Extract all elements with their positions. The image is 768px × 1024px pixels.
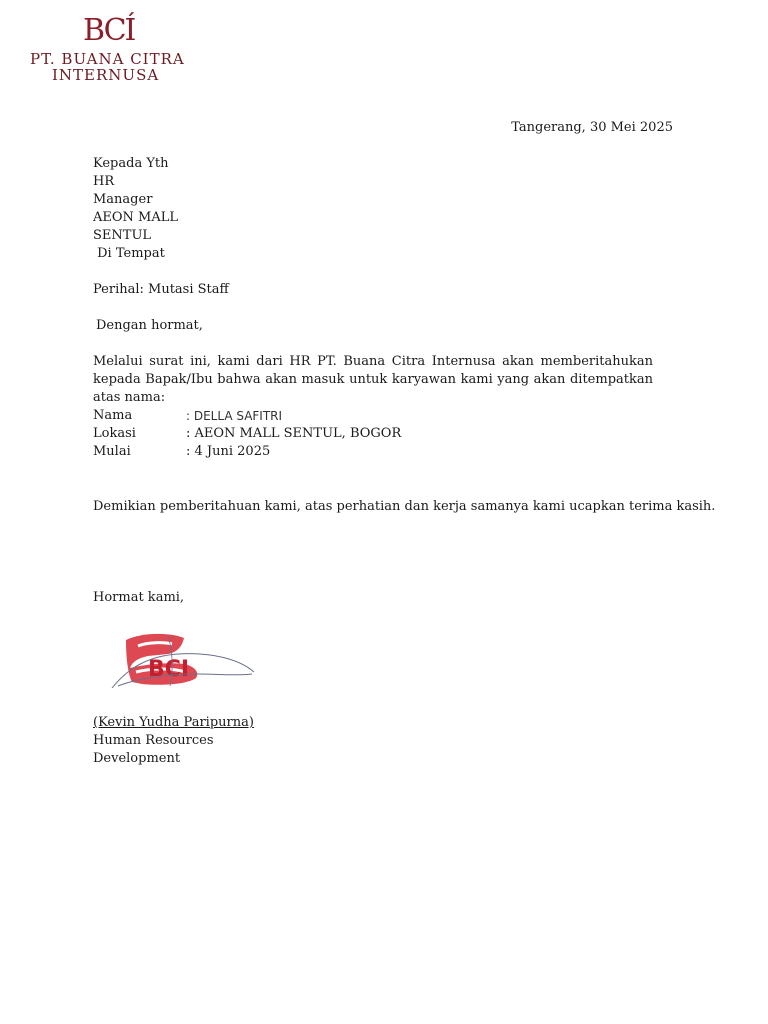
detail-label: Nama: [93, 408, 133, 423]
signer-title: Human Resources: [93, 733, 214, 748]
recipient-line: SENTUL: [93, 228, 152, 243]
letter-closing: Demikian pemberitahuan kami, atas perhatian dan kerja samanya kami ucapkan terima kasih.: [93, 499, 716, 514]
company-logo: [28, 14, 188, 86]
signer-block: [93, 714, 254, 768]
signature-stamp: [108, 628, 258, 694]
detail-label: Mulai: [93, 444, 131, 459]
logo-mark: BCÍ: [83, 13, 135, 48]
letter-greeting: Dengan hormat,: [96, 318, 203, 333]
recipient-line: Di Tempat: [93, 246, 165, 261]
detail-value: : 4 Juni 2025: [186, 444, 271, 459]
detail-value: : DELLA SAFITRI: [186, 409, 283, 423]
signer-name: (Kevin Yudha Paripurna): [93, 715, 254, 730]
detail-value: : AEON MALL SENTUL, BOGOR: [186, 426, 402, 441]
recipient-line: Manager: [93, 192, 153, 207]
detail-label: Lokasi: [93, 426, 136, 441]
letter-intro-paragraph: Melalui surat ini, kami dari HR PT. Buana Citra Internusa akan memberitahukan kepada Bapak/Ibu bahwa akan masuk untuk karyawan kami yang akan ditempatkan atas nama:: [93, 354, 653, 405]
recipient-line: Kepada Yth: [93, 156, 169, 171]
logo-company-name-line1: PT. BUANA CITRA: [30, 50, 185, 68]
recipient-line: HR: [93, 174, 115, 189]
signer-title: Development: [93, 751, 181, 766]
letter-subject: Perihal: Mutasi Staff: [93, 282, 229, 297]
letter-regards: Hormat kami,: [93, 590, 185, 605]
letter-date: Tangerang, 30 Mei 2025: [511, 120, 673, 135]
logo-company-name-line2: INTERNUSA: [52, 66, 160, 84]
signature-stamp-text: BCI: [148, 657, 190, 682]
recipient-address: [93, 155, 178, 263]
recipient-line: AEON MALL: [93, 210, 179, 225]
